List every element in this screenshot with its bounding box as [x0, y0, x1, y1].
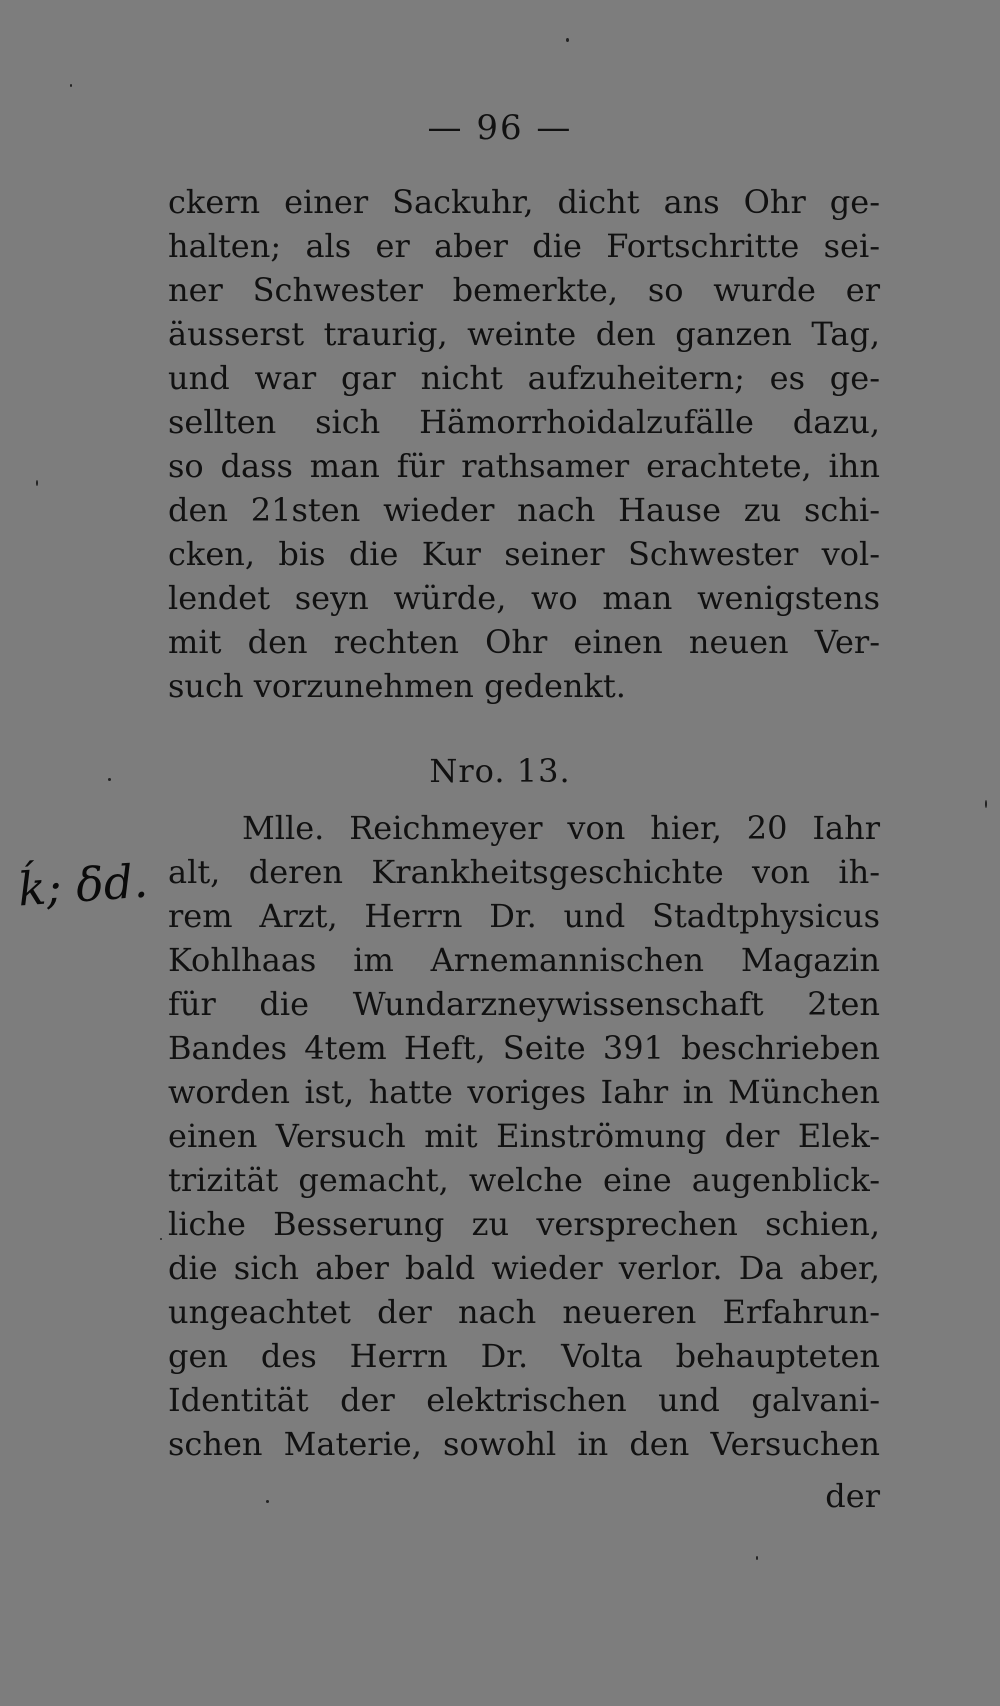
text-line: und war gar nicht aufzuheitern; es ge- [168, 359, 880, 397]
text-line: den 21sten wieder nach Hause zu schi- [168, 491, 880, 529]
text-line: ckern einer Sackuhr, dicht ans Ohr ge- [168, 183, 880, 221]
text-line: ner Schwester bemerkte, so wurde er [168, 271, 880, 309]
paragraph-1 [168, 180, 880, 708]
text-line: worden ist, hatte voriges Iahr in München [168, 1073, 880, 1111]
text-line: sellten sich Hämorrhoidalzufälle dazu, [168, 403, 880, 441]
speck [266, 1500, 269, 1503]
text-line: cken, bis die Kur seiner Schwester vol- [168, 535, 880, 573]
handwritten-margin-note: ḱ; ẟd. [16, 853, 150, 917]
text-line: halten; als er aber die Fortschritte sei- [168, 227, 880, 265]
text-line: Mlle. Reichmeyer von hier, 20 Iahr [242, 809, 880, 847]
catchword-block [168, 1474, 880, 1518]
speck [36, 480, 38, 486]
text-line: so dass man für rathsamer erachtete, ihn [168, 447, 880, 485]
text-line: trizität gemacht, welche eine augenblick- [168, 1161, 880, 1199]
speck [756, 1556, 758, 1560]
text-line: für die Wundarzneywissenschaft 2ten [168, 985, 880, 1023]
text-line: gen des Herrn Dr. Volta behaupteten [168, 1337, 880, 1375]
text-line: alt, deren Krankheitsgeschichte von ih- [168, 853, 880, 891]
text-line: liche Besserung zu versprechen schien, [168, 1205, 880, 1243]
text-line: Bandes 4tem Heft, Seite 391 beschrieben [168, 1029, 880, 1067]
text-line: lendet seyn würde, wo man wenigstens [168, 579, 880, 617]
speck [566, 38, 569, 42]
text-line: schen Materie, sowohl in den Versuchen [168, 1425, 880, 1463]
text-line: Identität der elektrischen und galvani- [168, 1381, 880, 1419]
speck [108, 778, 111, 781]
catchword: der [825, 1477, 880, 1515]
text-line: rem Arzt, Herrn Dr. und Stadtphysicus [168, 897, 880, 935]
paragraph-2 [168, 806, 880, 1466]
text-line: ungeachtet der nach neueren Erfahrun- [168, 1293, 880, 1331]
page-number: — 96 — [427, 108, 573, 148]
text-line: Kohlhaas im Arnemannischen Magazin [168, 941, 880, 979]
speck [70, 84, 72, 87]
text-line: einen Versuch mit Einströmung der Elek- [168, 1117, 880, 1155]
speck [985, 800, 987, 808]
text-line: äusserst traurig, weinte den ganzen Tag, [168, 315, 880, 353]
text-line: such vorzunehmen gedenkt. [168, 667, 626, 705]
speck [160, 1238, 162, 1240]
section-heading: Nro. 13. [429, 752, 571, 790]
text-line: die sich aber bald wieder verlor. Da aber, [168, 1249, 880, 1287]
text-line: mit den rechten Ohr einen neuen Ver- [168, 623, 880, 661]
